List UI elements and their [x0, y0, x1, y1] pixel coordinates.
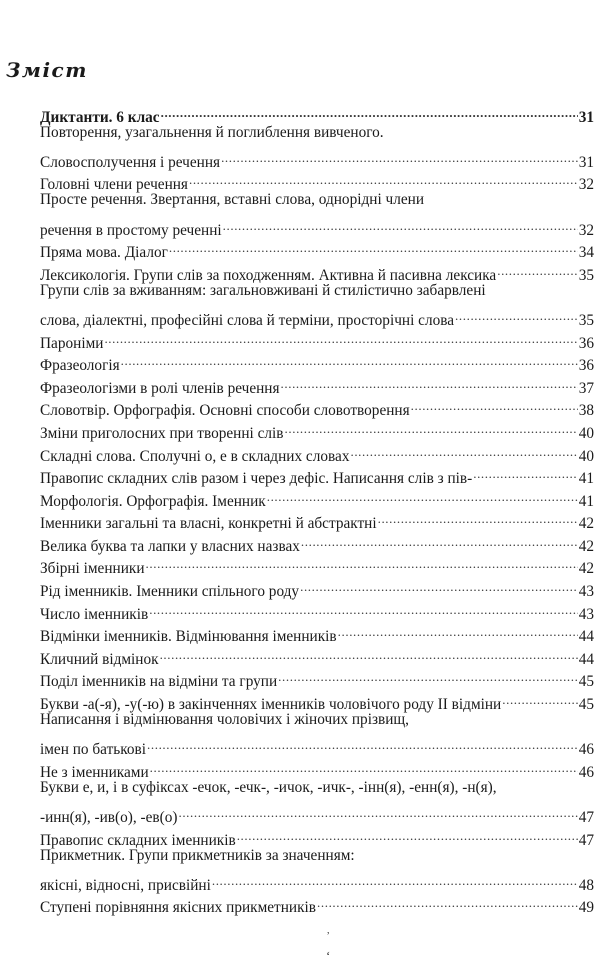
dot-leader	[473, 461, 577, 484]
dot-leader	[455, 302, 578, 325]
page-number: 46	[578, 763, 594, 781]
dot-leader	[281, 370, 578, 393]
toc-entry-title: Групи слів за вживанням: загальновживані й стилістично забарвлені	[40, 281, 486, 299]
toc-entry[interactable]	[40, 370, 594, 397]
toc-entry-title: Рід іменників. Іменники спільного роду	[40, 583, 300, 601]
toc-entry-title: Збірні іменники	[40, 560, 145, 578]
page-number: 36	[578, 334, 594, 352]
toc-entry-title: Словотвір. Орфографія. Основні способи словотворення	[40, 402, 410, 420]
page-number: 41	[578, 470, 594, 488]
page-number: 47	[578, 831, 594, 849]
toc-entry-title: Правопис складних слів разом і через дефіс. Написання слів з пів-	[40, 470, 473, 488]
toc-entry-title: Прикметник. Групи прикметників за значенням:	[40, 846, 355, 864]
toc-entry-title: Повторення, узагальнення й поглиблення вивченого.	[40, 123, 384, 141]
toc-entry-title: Фразеологія	[40, 357, 120, 375]
dot-leader	[350, 438, 577, 461]
page-number: 35	[578, 311, 594, 329]
page-number: 37	[578, 379, 594, 397]
dot-leader	[317, 890, 578, 913]
dot-leader	[161, 99, 578, 122]
toc-entry[interactable]	[40, 777, 594, 826]
table-of-contents	[40, 99, 594, 917]
page-number: 42	[578, 537, 594, 555]
page-number: 45	[578, 673, 594, 691]
page-number: 32	[578, 221, 594, 239]
dot-leader	[285, 415, 578, 438]
toc-entry-title: Словосполучення і речення	[40, 153, 221, 171]
page-number: 46	[578, 741, 594, 759]
page-number: 31	[578, 153, 594, 171]
toc-entry-title: Зміни приголосних при творенні слів	[40, 424, 284, 442]
dot-leader	[150, 754, 578, 777]
dot-leader	[378, 506, 578, 529]
toc-entry-title: Складні слова. Сполучні о, е в складних словах	[40, 447, 350, 465]
toc-entry-title: Пароніми	[40, 334, 104, 352]
dot-leader	[121, 348, 578, 371]
page-number: 45	[578, 696, 594, 714]
toc-entry-title: -инн(я), -ив(о), -ев(о)	[40, 809, 178, 826]
toc-entry-title: Лексикологія. Групи слів за походженням. Активна й пасивна лексика	[40, 266, 497, 284]
dot-leader	[301, 528, 578, 551]
toc-entry-title: Не з іменниками	[40, 763, 149, 781]
dot-leader	[223, 212, 578, 235]
page-number: 38	[578, 402, 594, 420]
dot-leader	[212, 867, 578, 890]
dot-leader	[146, 551, 578, 574]
page-number: 44	[578, 650, 594, 668]
dot-leader	[221, 144, 578, 167]
dot-leader	[278, 664, 578, 687]
page-number: 48	[578, 876, 594, 894]
toc-entry-title: слова, діалектні, професійні слова й терміни, просторічні слова	[40, 311, 455, 329]
page-number: 35	[578, 266, 594, 284]
dot-leader	[147, 732, 578, 755]
dot-leader	[169, 235, 578, 258]
page-number: 31	[578, 108, 594, 126]
toc-entry-title: Велика буква та лапки у власних назвах	[40, 537, 300, 555]
page-number: 36	[578, 357, 594, 375]
dot-leader	[411, 393, 578, 416]
page-number: 42	[578, 515, 594, 533]
toc-entry[interactable]	[40, 348, 594, 375]
page-number: 42	[578, 560, 594, 578]
dot-leader	[502, 686, 577, 709]
toc-entry-title: Головні члени речення	[40, 176, 188, 194]
dot-leader	[104, 325, 577, 348]
page-number: 49	[578, 899, 594, 917]
page-number: 40	[578, 447, 594, 465]
toc-entry-title: Просте речення. Звертання, вставні слова, однорідні члени	[40, 191, 425, 209]
toc-entry-title: Поділ іменників на відміни та групи	[40, 673, 278, 691]
page-number: 44	[578, 628, 594, 646]
scan-speck: ,	[327, 925, 330, 936]
toc-entry[interactable]	[40, 122, 594, 171]
toc-entry-title: Диктанти. 6 клас	[40, 108, 160, 126]
dot-leader	[160, 641, 578, 664]
toc-entry[interactable]	[40, 189, 594, 239]
dot-leader	[237, 822, 578, 845]
toc-entry-title: Морфологія. Орфографія. Іменник	[40, 492, 266, 510]
dot-leader	[497, 257, 577, 280]
scan-speck: ‘	[326, 948, 331, 963]
dot-leader	[267, 483, 578, 506]
dot-leader	[338, 619, 578, 642]
toc-entry-title: імен по батькові	[40, 741, 147, 759]
toc-entry-title: Ступені порівняння якісних прикметників	[40, 899, 317, 917]
toc-entry[interactable]	[40, 709, 594, 759]
dot-leader	[149, 596, 577, 619]
toc-entry-title: речення в простому реченні	[40, 221, 222, 239]
toc-entry[interactable]	[40, 99, 594, 126]
toc-entry-title: Число іменників	[40, 605, 149, 623]
toc-entry-title: Пряма мова. Діалог	[40, 244, 168, 262]
toc-entry[interactable]	[40, 280, 594, 329]
page-number: 47	[578, 809, 594, 826]
toc-entry-title: Написання і відмінювання чоловічих і жіночих прізвищ,	[40, 711, 409, 729]
toc-entry-title: якісні, відносні, присвійні	[40, 876, 211, 894]
dot-leader	[178, 799, 577, 822]
toc-entry[interactable]	[40, 325, 594, 352]
page-number: 41	[578, 492, 594, 510]
toc-entry-title: Іменники загальні та власні, конкретні й абстрактні	[40, 515, 377, 533]
dot-leader	[189, 167, 578, 190]
page-number: 43	[578, 605, 594, 623]
toc-entry-title: Букви -а(-я), -у(-ю) в закінченнях іменників чоловічого роду ІІ відміни	[40, 696, 502, 714]
toc-entry-title: Правопис складних іменників	[40, 831, 236, 849]
page-number: 32	[578, 176, 594, 194]
toc-entry[interactable]	[40, 845, 594, 894]
page-number: 34	[578, 244, 594, 262]
page-number: 43	[578, 583, 594, 601]
toc-entry-title: Букви е, и, і в суфіксах -ечок, -ечк-, -ичок, -ичк-, -інн(я), -енн(я), -н(я),	[40, 778, 497, 796]
toc-entry-title: Кличний відмінок	[40, 650, 159, 668]
toc-entry-title: Фразеологізми в ролі членів речення	[40, 379, 280, 397]
toc-entry-title: Відмінки іменників. Відмінювання іменників	[40, 628, 337, 646]
page-title: Зміст	[6, 58, 88, 82]
page-number: 40	[578, 424, 594, 442]
dot-leader	[300, 573, 578, 596]
